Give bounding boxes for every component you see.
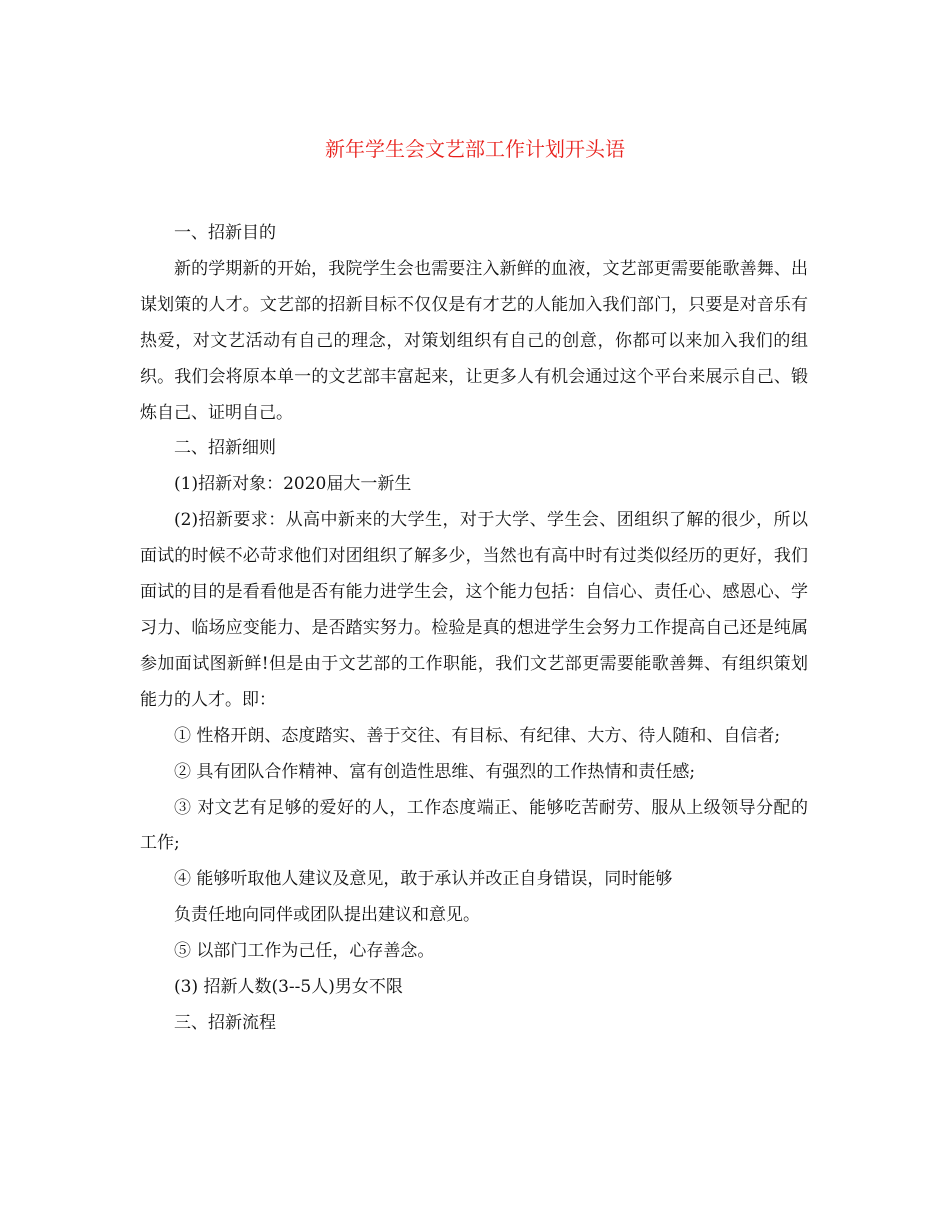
list-item-2: ② 具有团队合作精神、富有创造性思维、有强烈的工作热情和责任感;	[174, 761, 696, 782]
document-title: 新年学生会文艺部工作计划开头语	[325, 137, 625, 161]
paragraph-purpose: 新的学期新的开始，我院学生会也需要注入新鲜的血液，文艺部更需要能歌善舞、出谋划策的人才。文艺部的招新目标不仅仅是有才艺的人能加入我们部门，只要是对音乐有热爱，对文艺活动有自己的理念，对策划组织有自己的创意，你都可以来加入我们的组织。我们会将原本单一的文艺部丰富起来，让更多人有机会通过这个平台来展示自己、锻炼自己、证明自己。	[140, 258, 808, 423]
paragraph-requirements: (2)招新要求：从高中新来的大学生，对于大学、学生会、团组织了解的很少，所以面试的时候不必苛求他们对团组织了解多少，当然也有高中时有过类似经历的更好，我们面试的目的是看看他是否有能力进学生会，这个能力包括：自信心、责任心、感恩心、学习力、临场应变能力、是否踏实努力。检验是真的想进学生会努力工作提高自己还是纯属参加面试图新鲜!但是由于文艺部的工作职能，我们文艺部更需要能歌善舞、有组织策划能力的人才。即：	[140, 510, 808, 710]
section-heading-rules: 二、招新细则	[174, 438, 276, 459]
section-heading-purpose: 一、招新目的	[174, 223, 276, 243]
list-item-1: ① 性格开朗、态度踏实、善于交往、有目标、有纪律、大方、待人随和、自信者;	[174, 725, 781, 746]
list-item-4-continued: 负责任地向同伴或团队提出建议和意见。	[174, 905, 480, 926]
document-body	[140, 216, 808, 1042]
paragraph-count: (3) 招新人数(3--5人)男女不限	[174, 977, 403, 998]
list-item-4: ④ 能够听取他人建议及意见，敢于承认并改正自身错误，同时能够	[174, 869, 673, 890]
list-item-5: ⑤ 以部门工作为己任，心存善念。	[174, 941, 435, 962]
paragraph-target: (1)招新对象：2020届大一新生	[174, 474, 412, 495]
list-item-3: ③ 对文艺有足够的爱好的人，工作态度端正、能够吃苦耐劳、服从上级领导分配的工作;	[140, 797, 808, 854]
section-heading-process: 三、招新流程	[174, 1012, 276, 1033]
